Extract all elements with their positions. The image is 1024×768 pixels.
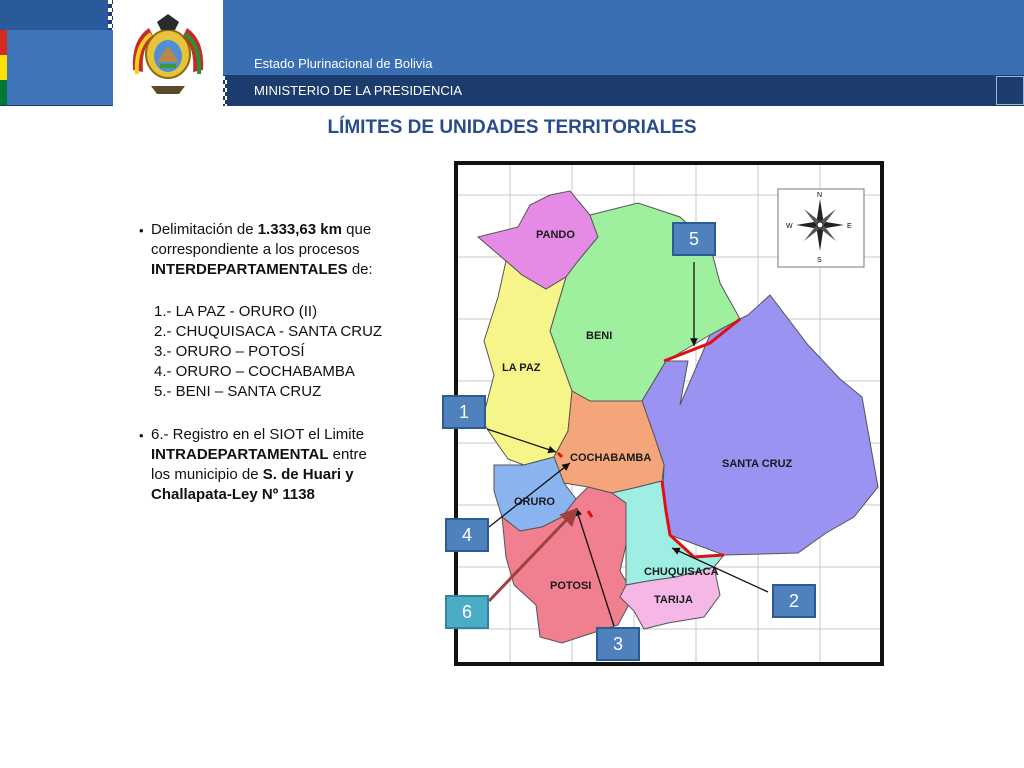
label-potosi: POTOSI [550, 580, 592, 592]
bullet-dot: • [139, 223, 144, 238]
callout-3: 3 [596, 627, 640, 661]
text-span: entre [328, 446, 367, 463]
list-item: 4.- ORURO – COCHABAMBA [154, 363, 355, 380]
label-beni: BENI [586, 330, 613, 342]
callout-2: 2 [772, 584, 816, 618]
label-tarija: TARIJA [654, 594, 693, 606]
text-line: 6.- Registro en el SIOT el Limite [151, 426, 365, 443]
callout-4: 4 [445, 518, 489, 552]
label-lapaz: LA PAZ [502, 362, 541, 374]
compass-e: E [847, 223, 852, 230]
list-item: 2.- CHUQUISACA - SANTA CRUZ [154, 323, 383, 340]
list-item: 1.- LA PAZ - ORURO (II) [154, 303, 318, 320]
text-bold: S. de Huari y [262, 466, 354, 483]
text-span: los municipio de [151, 466, 263, 483]
slide-title: LÍMITES DE UNIDADES TERRITORIALES [327, 117, 697, 138]
callout-6: 6 [445, 595, 489, 629]
text-span: Delimitación de [151, 221, 258, 238]
callout-1: 1 [442, 395, 486, 429]
text-bold: INTERDEPARTAMENTALES [151, 261, 348, 278]
label-santacruz: SANTA CRUZ [722, 458, 793, 470]
text-bold: Challapata-Ley Nº 1138 [151, 486, 315, 503]
compass-n: N [817, 192, 823, 199]
label-oruro: ORURO [514, 496, 555, 508]
label-chuquisaca: CHUQUISACA [644, 566, 719, 578]
text-bold: 1.333,63 km [257, 221, 342, 238]
callout-5: 5 [672, 222, 716, 256]
compass-w: W [786, 223, 793, 230]
list-item: 5.- BENI – SANTA CRUZ [154, 383, 322, 400]
text-span: de: [347, 261, 373, 278]
text-span: que [341, 221, 372, 238]
text-bold: INTRADEPARTAMENTAL [151, 446, 329, 463]
header-state-name: Estado Plurinacional de Bolivia [254, 56, 433, 71]
label-pando: PANDO [536, 229, 575, 241]
header-ministry-name: MINISTERIO DE LA PRESIDENCIA [254, 83, 463, 98]
compass-s: S [817, 257, 822, 264]
label-cochabamba: COCHABAMBA [570, 452, 652, 464]
list-item: 3.- ORURO – POTOSÍ [154, 343, 305, 360]
text-line: correspondiente a los procesos [151, 241, 360, 258]
bullet-dot: • [139, 428, 144, 443]
